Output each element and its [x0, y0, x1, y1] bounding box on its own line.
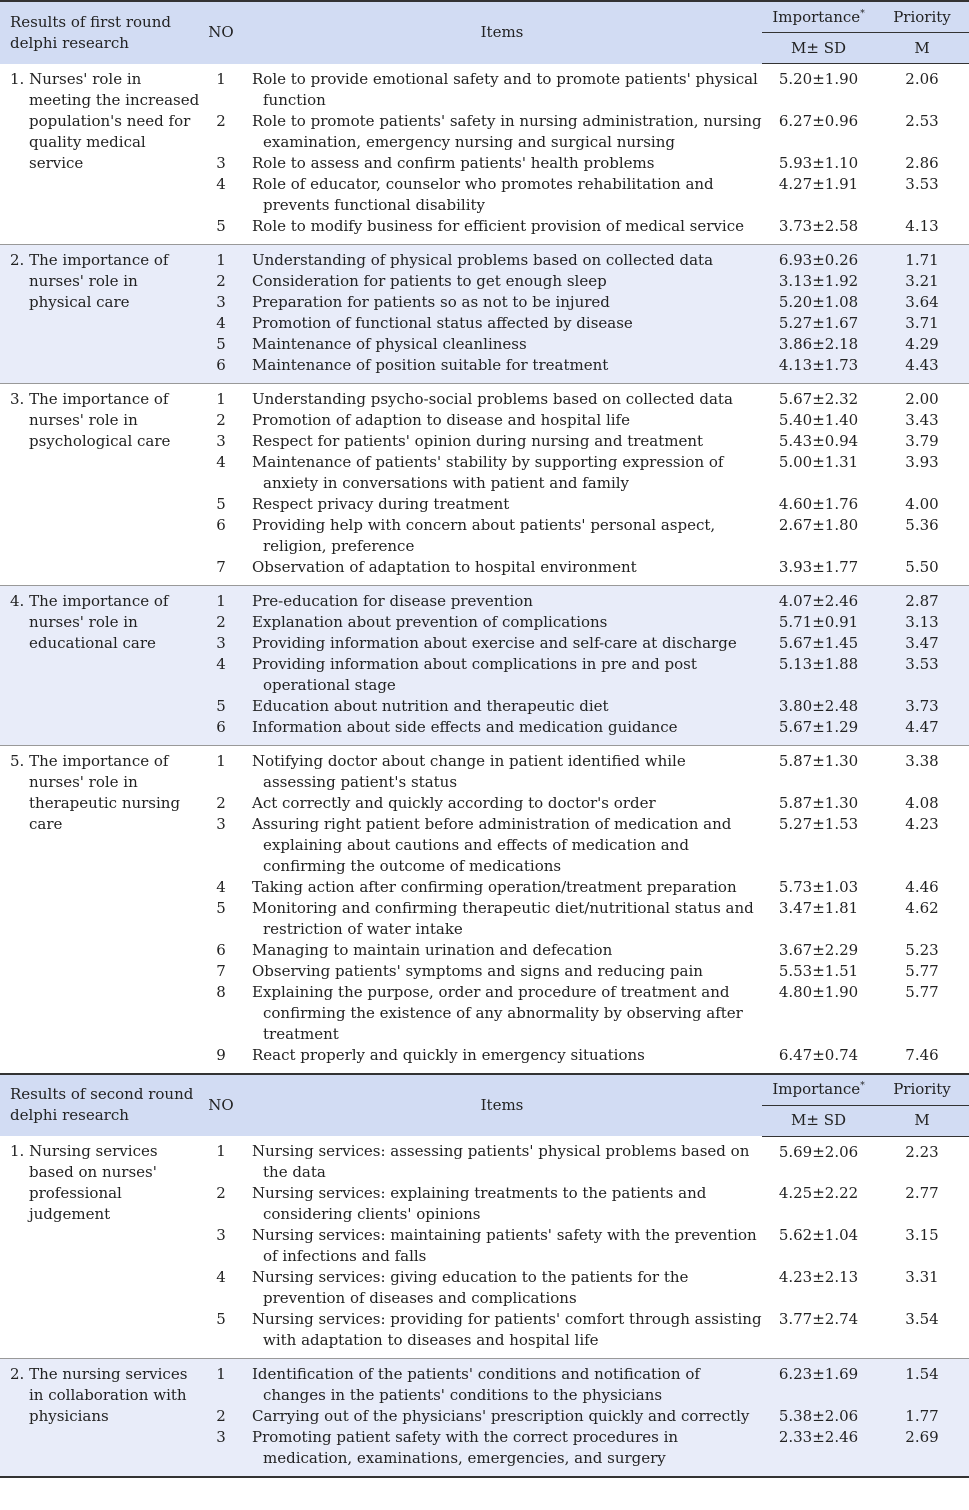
priority-value: 2.23 — [905, 1142, 939, 1161]
item-text: Observation of adaptation to hospital environment — [252, 557, 637, 576]
item-cell — [242, 1406, 762, 1427]
priority-value: 4.00 — [905, 494, 939, 513]
priority-value: 4.43 — [875, 355, 969, 384]
importance-value: 4.80±1.90 — [778, 982, 859, 1001]
item-cell — [242, 452, 762, 494]
row-number: 1 — [200, 1359, 242, 1407]
item-text: Preparation for patients so as not to be injured — [252, 292, 610, 311]
priority-subheader: M — [875, 33, 969, 64]
priority-value: 1.77 — [875, 1406, 969, 1427]
category-cell — [0, 383, 200, 585]
priority-value: 2.86 — [905, 153, 939, 172]
item-cell — [242, 557, 762, 586]
item-cell — [242, 431, 762, 452]
importance-value: 6.47±0.74 — [778, 1045, 859, 1064]
row-number: 1 — [216, 751, 226, 770]
item-text: Role to modify business for efficient provision of medical service — [252, 216, 744, 235]
table-row — [0, 1136, 969, 1183]
importance-value: 6.27±0.96 — [778, 111, 859, 130]
importance-value: 3.86±2.18 — [762, 334, 875, 355]
item-text: Monitoring and confirming therapeutic diet/nutritional status and restriction of water intake — [252, 898, 754, 938]
row-number: 4 — [216, 174, 226, 193]
item-cell — [242, 383, 762, 410]
priority-value: 3.53 — [905, 174, 939, 193]
importance-value: 3.80±2.48 — [762, 696, 875, 717]
row-number: 9 — [216, 1045, 226, 1064]
category-cell — [0, 1136, 200, 1359]
item-cell — [242, 1359, 762, 1407]
footnote-marker: * — [860, 8, 865, 19]
priority-value: 3.47 — [875, 633, 969, 654]
importance-value: 5.53±1.51 — [778, 961, 859, 980]
row-number: 6 — [216, 515, 226, 534]
category-group — [0, 745, 969, 1074]
importance-value: 5.67±1.29 — [762, 717, 875, 746]
importance-value: 5.67±2.32 — [778, 389, 859, 408]
category-cell — [0, 64, 200, 245]
item-text: Consideration for patients to get enough sleep — [252, 271, 607, 290]
item-cell — [242, 153, 762, 174]
item-text: Taking action after confirming operation/treatment preparation — [252, 877, 737, 896]
row-number: 1 — [200, 244, 242, 271]
importance-value: 5.00±1.31 — [778, 452, 859, 471]
importance-label: Importance* — [772, 1080, 865, 1098]
importance-value: 6.93±0.26 — [762, 244, 875, 271]
item-cell — [242, 1136, 762, 1183]
item-text: Maintenance of patients' stability by supporting expression of anxiety in conversations with patient and family — [252, 452, 724, 492]
priority-value: 3.21 — [875, 271, 969, 292]
category-cell — [0, 244, 200, 383]
row-number: 5 — [216, 898, 226, 917]
item-text: Explanation about prevention of complications — [252, 612, 608, 631]
row-number: 3 — [200, 292, 242, 313]
importance-column-header — [762, 1074, 875, 1106]
priority-value: 2.06 — [905, 70, 939, 88]
item-text: React properly and quickly in emergency situations — [252, 1045, 645, 1064]
row-number: 7 — [216, 961, 226, 980]
item-cell — [242, 1267, 762, 1309]
importance-value: 5.38±2.06 — [762, 1406, 875, 1427]
item-text: Maintenance of physical cleanliness — [252, 334, 527, 353]
row-number: 5 — [200, 334, 242, 355]
item-cell — [242, 410, 762, 431]
table-row — [0, 64, 969, 111]
item-text: Nursing services: giving education to the patients for the prevention of diseases and complications — [252, 1268, 689, 1307]
item-text: Providing information about exercise and self-care at discharge — [252, 633, 737, 652]
item-cell — [242, 313, 762, 334]
row-number: 1 — [216, 69, 226, 88]
category-group — [0, 1359, 969, 1478]
items-column-header: Items — [242, 1074, 762, 1137]
priority-column-header: Priority — [875, 1074, 969, 1106]
item-cell — [242, 961, 762, 982]
priority-value: 2.69 — [875, 1427, 969, 1477]
importance-value: 5.71±0.91 — [762, 612, 875, 633]
importance-value: 5.20±1.08 — [762, 292, 875, 313]
item-text: Nursing services: explaining treatments to the patients and considering clients' opinions — [252, 1184, 707, 1223]
priority-subheader: M — [875, 1105, 969, 1136]
footnote-marker: * — [860, 1081, 865, 1091]
importance-value: 5.93±1.10 — [778, 153, 859, 172]
importance-subheader: M± SD — [762, 1105, 875, 1136]
category-cell — [0, 745, 200, 1074]
table-row — [0, 244, 969, 271]
priority-value: 4.23 — [905, 814, 939, 833]
importance-value: 4.13±1.73 — [762, 355, 875, 384]
priority-value: 3.43 — [905, 410, 939, 429]
section-title: Results of second round delphi research — [0, 1074, 200, 1137]
category-cell — [0, 1359, 200, 1478]
item-cell — [242, 982, 762, 1045]
item-cell — [242, 612, 762, 633]
priority-value: 5.77 — [905, 982, 939, 1001]
importance-value: 3.47±1.81 — [778, 898, 859, 917]
priority-value: 3.15 — [905, 1226, 939, 1244]
importance-value: 5.62±1.04 — [778, 1226, 859, 1244]
importance-value: 3.77±2.74 — [778, 1310, 859, 1328]
category-group — [0, 585, 969, 745]
importance-value: 4.60±1.76 — [778, 494, 859, 513]
section-header — [0, 1074, 969, 1137]
row-number: 2 — [216, 410, 226, 429]
item-cell — [242, 355, 762, 384]
item-cell — [242, 334, 762, 355]
category-label: 1. Nurses' role in meeting the increased population's need for quality medical service — [10, 69, 200, 172]
item-text: Identification of the patients' conditions and notification of changes in the patients' conditions to the physicians — [252, 1365, 700, 1404]
item-cell — [242, 244, 762, 271]
item-cell — [242, 654, 762, 696]
item-cell — [242, 1183, 762, 1225]
priority-value: 3.54 — [905, 1310, 939, 1328]
item-text: Nursing services: providing for patients' comfort through assisting with adaptation to diseases and hospital life — [252, 1310, 762, 1349]
importance-value: 5.73±1.03 — [778, 877, 859, 896]
row-number: 2 — [216, 793, 226, 812]
item-cell — [242, 1045, 762, 1074]
row-number: 3 — [200, 1427, 242, 1477]
row-number: 2 — [216, 1184, 226, 1202]
item-cell — [242, 174, 762, 216]
table-row — [0, 585, 969, 612]
item-cell — [242, 64, 762, 111]
priority-value: 2.53 — [905, 111, 939, 130]
row-number: 5 — [216, 216, 226, 235]
item-cell — [242, 793, 762, 814]
row-number: 8 — [216, 982, 226, 1001]
category-label: 3. The importance of nurses' role in psychological care — [10, 389, 171, 450]
item-text: Respect privacy during treatment — [252, 494, 510, 513]
priority-value: 4.62 — [905, 898, 939, 917]
item-cell — [242, 1225, 762, 1267]
row-number: 2 — [200, 271, 242, 292]
importance-label: Importance* — [772, 7, 865, 26]
priority-value: 2.77 — [905, 1184, 939, 1202]
row-number: 4 — [216, 877, 226, 896]
importance-value: 5.40±1.40 — [778, 410, 859, 429]
priority-value: 7.46 — [905, 1045, 939, 1064]
item-text: Assuring right patient before administration of medication and explaining about cautions and effects of medication and confirming the outcome of medications — [252, 814, 732, 875]
importance-column-header — [762, 1, 875, 33]
category-label: 4. The importance of nurses' role in educational care — [10, 591, 169, 652]
priority-value: 4.46 — [905, 877, 939, 896]
item-cell — [242, 494, 762, 515]
item-text: Maintenance of position suitable for treatment — [252, 355, 609, 374]
row-number: 3 — [216, 431, 226, 450]
no-column-header: NO — [200, 1074, 242, 1137]
category-group — [0, 244, 969, 383]
row-number: 5 — [216, 494, 226, 513]
priority-value: 4.13 — [905, 216, 939, 235]
importance-value: 4.25±2.22 — [778, 1184, 859, 1202]
item-text: Carrying out of the physicians' prescription quickly and correctly — [252, 1407, 750, 1425]
item-text: Nursing services: assessing patients' physical problems based on the data — [252, 1142, 750, 1181]
priority-value: 3.31 — [905, 1268, 939, 1286]
importance-value: 6.23±1.69 — [762, 1359, 875, 1407]
category-label: 5. The importance of nurses' role in therapeutic nursing care — [10, 751, 181, 833]
row-number: 6 — [216, 940, 226, 959]
importance-value: 5.87±1.30 — [778, 793, 859, 812]
no-column-header: NO — [200, 1, 242, 64]
priority-value: 3.79 — [905, 431, 939, 450]
importance-value: 3.13±1.92 — [762, 271, 875, 292]
item-text: Education about nutrition and therapeutic diet — [252, 696, 609, 715]
item-text: Managing to maintain urination and defecation — [252, 940, 613, 959]
category-cell — [0, 585, 200, 745]
item-text: Understanding of physical problems based on collected data — [252, 250, 714, 269]
importance-value: 5.20±1.90 — [778, 70, 859, 88]
row-number: 2 — [200, 1406, 242, 1427]
row-number: 1 — [200, 585, 242, 612]
item-text: Promotion of functional status affected by disease — [252, 313, 633, 332]
importance-value: 3.73±2.58 — [778, 216, 859, 235]
priority-value: 5.23 — [905, 940, 939, 959]
item-cell — [242, 1427, 762, 1477]
item-text: Notifying doctor about change in patient identified while assessing patient's status — [252, 751, 686, 791]
item-cell — [242, 216, 762, 245]
row-number: 1 — [216, 1142, 226, 1160]
items-column-header: Items — [242, 1, 762, 64]
item-cell — [242, 877, 762, 898]
importance-value: 5.13±1.88 — [762, 654, 875, 696]
priority-column-header: Priority — [875, 1, 969, 33]
category-group — [0, 64, 969, 245]
item-text: Understanding psycho-social problems based on collected data — [252, 389, 733, 408]
priority-value: 4.29 — [875, 334, 969, 355]
row-number: 4 — [200, 654, 242, 696]
row-number: 4 — [216, 1268, 226, 1286]
item-text: Promoting patient safety with the correct procedures in medication, examinations, emergencies, and surgery — [252, 1428, 679, 1467]
priority-value: 2.00 — [905, 389, 939, 408]
row-number: 4 — [200, 313, 242, 334]
item-cell — [242, 633, 762, 654]
section-title: Results of first round delphi research — [0, 1, 200, 64]
item-cell — [242, 940, 762, 961]
item-cell — [242, 585, 762, 612]
row-number: 6 — [200, 717, 242, 746]
priority-value: 1.54 — [875, 1359, 969, 1407]
item-text: Role of educator, counselor who promotes rehabilitation and prevents functional disability — [252, 174, 714, 214]
row-number: 5 — [216, 1310, 226, 1328]
priority-value: 5.77 — [905, 961, 939, 980]
importance-value: 5.27±1.53 — [778, 814, 859, 833]
row-number: 3 — [216, 153, 226, 172]
priority-value: 1.71 — [875, 244, 969, 271]
item-text: Role to promote patients' safety in nursing administration, nursing examination, emergency nursing and surgical nursing — [252, 111, 762, 151]
priority-value: 3.13 — [875, 612, 969, 633]
importance-value: 2.33±2.46 — [762, 1427, 875, 1477]
item-text: Respect for patients' opinion during nursing and treatment — [252, 431, 704, 450]
item-cell — [242, 292, 762, 313]
item-text: Providing help with concern about patients' personal aspect, religion, preference — [252, 515, 716, 555]
item-cell — [242, 1309, 762, 1359]
importance-value: 2.67±1.80 — [778, 515, 859, 534]
priority-value: 4.47 — [875, 717, 969, 746]
priority-value: 5.50 — [905, 557, 939, 576]
item-cell — [242, 898, 762, 940]
table-row — [0, 383, 969, 410]
item-cell — [242, 515, 762, 557]
item-cell — [242, 271, 762, 292]
priority-value: 3.73 — [875, 696, 969, 717]
row-number: 7 — [216, 557, 226, 576]
item-cell — [242, 717, 762, 746]
importance-value: 5.43±0.94 — [778, 431, 859, 450]
category-group — [0, 383, 969, 585]
importance-value: 5.87±1.30 — [778, 751, 859, 770]
category-label: 2. The nursing services in collaboration with physicians — [10, 1365, 188, 1425]
importance-value: 3.67±2.29 — [778, 940, 859, 959]
row-number: 3 — [216, 1226, 226, 1244]
table-row — [0, 1359, 969, 1407]
row-number: 6 — [200, 355, 242, 384]
item-text: Act correctly and quickly according to doctor's order — [252, 793, 656, 812]
item-text: Nursing services: maintaining patients' safety with the prevention of infections and falls — [252, 1226, 757, 1265]
item-cell — [242, 745, 762, 793]
row-number: 4 — [216, 452, 226, 471]
row-number: 2 — [216, 111, 226, 130]
row-number: 3 — [216, 814, 226, 833]
priority-value: 3.38 — [905, 751, 939, 770]
importance-value: 4.07±2.46 — [762, 585, 875, 612]
section-header — [0, 1, 969, 64]
item-text: Explaining the purpose, order and procedure of treatment and confirming the existence of any abnormality by observing after treatment — [252, 982, 743, 1043]
item-text: Providing information about complications in pre and post operational stage — [252, 654, 697, 694]
item-text: Observing patients' symptoms and signs and reducing pain — [252, 961, 703, 980]
item-text: Pre-education for disease prevention — [252, 591, 533, 610]
item-text: Role to provide emotional safety and to promote patients' physical function — [252, 69, 758, 109]
category-group — [0, 1136, 969, 1359]
importance-value: 5.69±2.06 — [778, 1142, 859, 1161]
priority-value: 3.64 — [875, 292, 969, 313]
priority-value: 3.71 — [875, 313, 969, 334]
priority-value: 3.53 — [875, 654, 969, 696]
item-cell — [242, 814, 762, 877]
item-text: Information about side effects and medication guidance — [252, 717, 678, 736]
importance-value: 4.23±2.13 — [778, 1268, 859, 1286]
table-row — [0, 745, 969, 793]
category-label: 1. Nursing services based on nurses' professional judgement — [10, 1142, 158, 1223]
priority-value: 2.87 — [875, 585, 969, 612]
importance-subheader: M± SD — [762, 33, 875, 64]
importance-value: 4.27±1.91 — [778, 174, 859, 193]
item-text: Promotion of adaption to disease and hospital life — [252, 410, 630, 429]
priority-value: 3.93 — [905, 452, 939, 471]
item-text: Role to assess and confirm patients' health problems — [252, 153, 655, 172]
importance-value: 3.93±1.77 — [778, 557, 859, 576]
item-cell — [242, 696, 762, 717]
category-label: 2. The importance of nurses' role in physical care — [10, 250, 169, 311]
priority-value: 4.08 — [905, 793, 939, 812]
importance-value: 5.27±1.67 — [762, 313, 875, 334]
row-number: 2 — [200, 612, 242, 633]
row-number: 5 — [200, 696, 242, 717]
row-number: 3 — [200, 633, 242, 654]
row-number: 1 — [216, 389, 226, 408]
item-cell — [242, 111, 762, 153]
importance-value: 5.67±1.45 — [762, 633, 875, 654]
priority-value: 5.36 — [905, 515, 939, 534]
